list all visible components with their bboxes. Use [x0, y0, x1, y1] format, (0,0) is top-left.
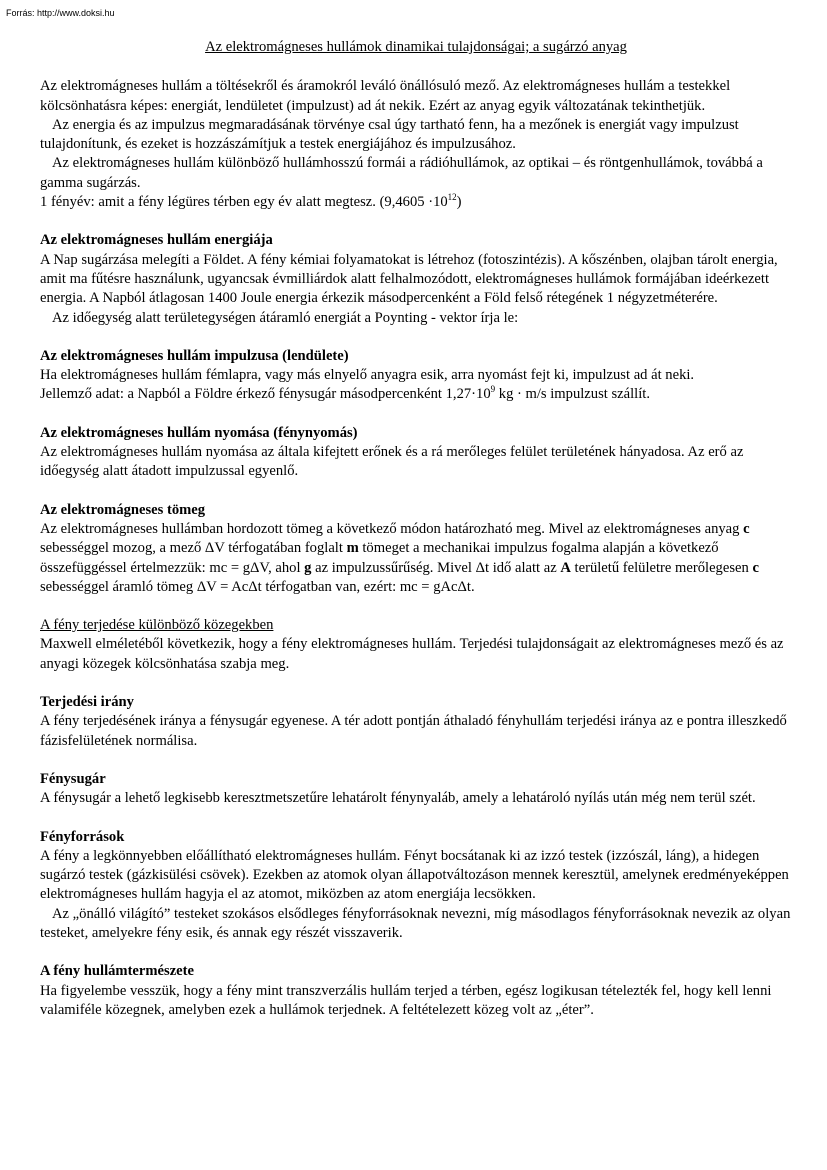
direction-heading: Terjedési irány [40, 694, 134, 711]
mass-text-6: sebességgel áramló tömeg ΔV = AcΔt térfogatban van, ezért: mc = gAcΔt. [40, 578, 475, 595]
direction-paragraph: A fény terjedésének iránya a fénysugár egyenese. A tér adott pontján áthaladó fényhullám terjedési iránya az e pontra illeszkedő fázisfelületének normálisa. [40, 713, 787, 749]
sources-paragraph-2: Az „önálló világító” testeket szokásos elsődleges fényforrásoknak nevezni, míg másodlagos fényforrásoknak nevezik az olyan testeket, amelyekre fény esik, és annak egy részét visszaverik. [40, 905, 791, 941]
document-page [40, 38, 792, 1020]
pressure-heading: Az elektromágneses hullám nyomása (fénynyomás) [40, 424, 358, 441]
momentum-paragraph-1: Ha elektromágneses hullám fémlapra, vagy más elnyelő anyagra esik, arra nyomást fejt ki, impulzust ad át neki. [40, 367, 695, 384]
mass-text-2: sebességgel mozog, a mező ΔV térfogatában foglalt [40, 540, 347, 557]
mass-text-3: tömeget a mechanikai impulzus fogalma alapján a következő összefüggéssel értelmezzük: mc = gΔV, ahol [40, 540, 719, 576]
mass-symbol-a: A [560, 559, 571, 576]
mass-heading: Az elektromágneses tömeg [40, 501, 206, 518]
page-title: Az elektromágneses hullámok dinamikai tulajdonságai; a sugárzó anyag [205, 39, 627, 55]
mass-symbol-m: m [346, 540, 359, 557]
intro-paragraph-1: Az elektromágneses hullám a töltésekről és áramokról leváló önállósuló mező. Az elektromágneses hullám a testekkel kölcsönhatásra képes: energiát, lendületet (impulzust) ad át nekik. Ezért az anyag egyik változatának tekinthetjük. [40, 78, 731, 114]
intro-paragraph-2: Az energia és az impulzus megmaradásának törvénye csal úgy tartható fenn, ha a mezőnek is energiát vagy impulzust tulajdonítunk, és ezeket is hozzászámítjuk a testek energiájához és impulzusához. [40, 116, 739, 153]
momentum-text-b: kg · m/s impulzust szállít. [495, 386, 650, 403]
lightyear-line [40, 193, 792, 212]
propagation-paragraph: Maxwell elméletéből következik, hogy a fény elektromágneses hullám. Terjedési tulajdonságait az elektromágneses mező és az anyagi közegek kölcsönhatása szabja meg. [40, 636, 784, 672]
propagation-heading: A fény terjedése különböző közegekben [40, 617, 274, 634]
pressure-paragraph: Az elektromágneses hullám nyomása az általa kifejtett erőnek és a rá merőleges felület területének hányadosa. Az erő az időegység alatt átadott impulzussal egyenlő. [40, 444, 744, 480]
momentum-heading: Az elektromágneses hullám impulzusa (lendülete) [40, 347, 349, 364]
energy-paragraph-1: A Nap sugárzása melegíti a Földet. A fény kémiai folyamatokat is létrehoz (fotoszintézis). A kőszénben, olajban tárolt energia, amit ma fűtésre használunk, ugyancsak évmilliárdok alatt felhalmozódott, elektromágneses hullámok formájában ideérkezett energia. A Napból átlagosan 1400 Joule energia érkezik másodpercenként a Föld felső rétegének 1 négyzetméterére. [40, 251, 778, 307]
sources-paragraph-1: A fény a legkönnyebben előállítható elektromágneses hullám. Fényt bocsátanak ki az izzó testek (izzószál, láng), a hidegen sugárzó testek (gázkisülési csövek). Ezekben az atomok olyan állapotváltozáson mennek keresztül, amelynek eredményeképpen elektromágneses hullám hagyja el az atomot, miközben az atom energiája lecsökken. [40, 847, 789, 903]
source-note: Forrás: http://www.doksi.hu [6, 8, 115, 18]
intro-paragraph-3: Az elektromágneses hullám különböző hullámhosszú formái a rádióhullámok, az optikai – és röntgenhullámok, továbbá a gamma sugárzás. [40, 155, 763, 191]
mass-symbol-g: g [304, 559, 312, 576]
energy-paragraph-2: Az időegység alatt területegységen átáramló energiát a Poynting - vektor írja le: [52, 309, 519, 326]
mass-paragraph [40, 520, 792, 597]
wave-paragraph: Ha figyelembe vesszük, hogy a fény mint transzverzális hullám terjed a térben, egész logikusan tételezték fel, hogy kell lenni valamiféle közegnek, amelyben ezek a hullámok terjednek. A feltételezett közeg volt az „éter”. [40, 982, 772, 1018]
lightyear-text: 1 fényév: amit a fény légüres térben egy év alatt megtesz. (9,4605 ·10 [40, 194, 448, 211]
ray-paragraph: A fénysugár a lehető legkisebb keresztmetszetűre lehatárolt fénynyaláb, amely a lehatároló nyílás után még nem terül szét. [40, 790, 756, 807]
momentum-paragraph-2 [40, 385, 792, 404]
lightyear-exponent: 12 [447, 192, 457, 203]
mass-text-4: az impulzussűrűség. Mivel Δt idő alatt az [311, 559, 561, 576]
mass-text-5: területű felületre merőlegesen [570, 559, 753, 576]
lightyear-close: ) [456, 194, 462, 211]
momentum-exponent: 9 [490, 384, 496, 395]
wave-heading: A fény hullámtermészete [40, 963, 194, 980]
energy-heading: Az elektromágneses hullám energiája [40, 232, 273, 249]
mass-symbol-c: c [743, 520, 750, 537]
mass-text-1: Az elektromágneses hullámban hordozott tömeg a következő módon határozható meg. Mivel az elektromágneses anyag [40, 520, 744, 537]
mass-symbol-c2: c [752, 559, 759, 576]
ray-heading: Fénysugár [40, 770, 106, 787]
sources-heading: Fényforrások [40, 828, 125, 845]
momentum-text-a: Jellemző adat: a Napból a Földre érkező fénysugár másodpercenként 1,27·10 [40, 386, 491, 403]
